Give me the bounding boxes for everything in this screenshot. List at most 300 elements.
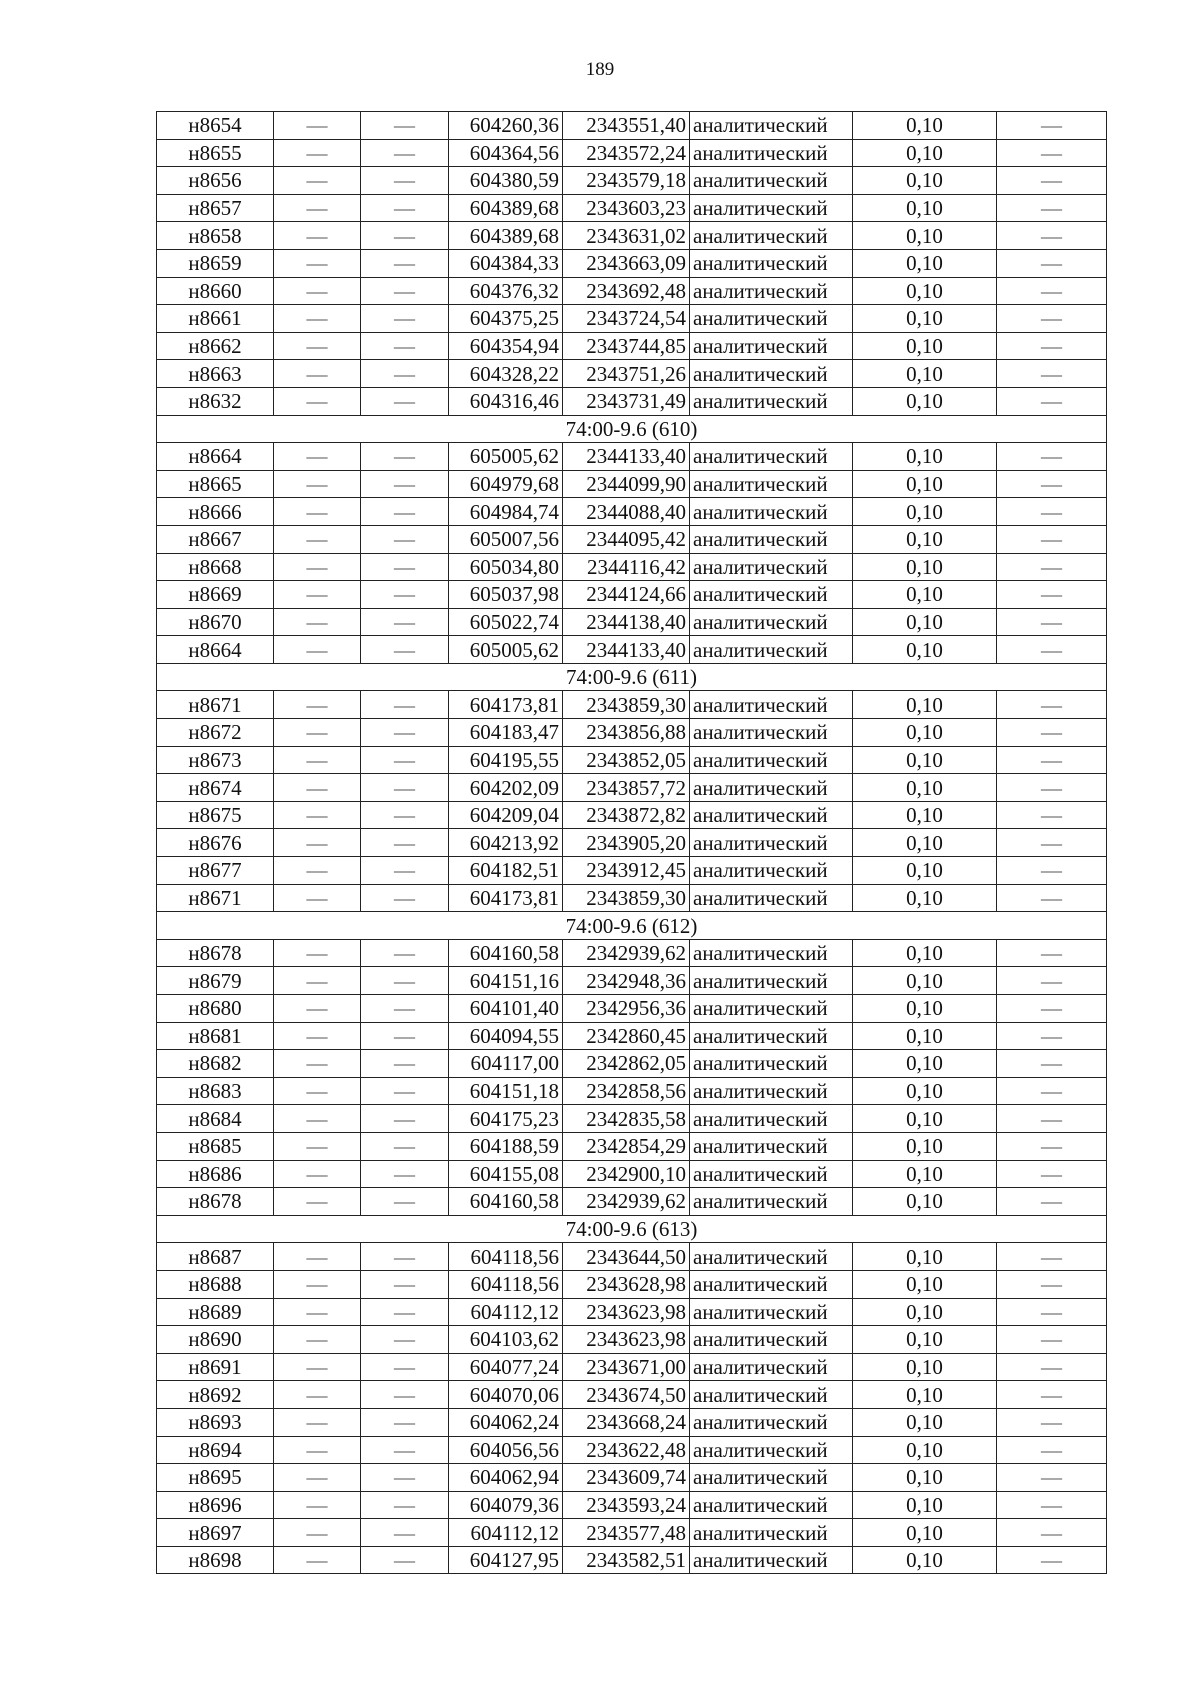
y-coordinate-cell: 2344099,90 xyxy=(563,470,690,498)
point-id-cell: н8696 xyxy=(157,1491,274,1519)
description-cell: — xyxy=(997,1077,1107,1105)
description-cell: — xyxy=(997,829,1107,857)
table-row xyxy=(157,1105,1107,1133)
y-coordinate-cell: 2343905,20 xyxy=(563,829,690,857)
table-row xyxy=(157,277,1107,305)
point-id-cell: н8681 xyxy=(157,1022,274,1050)
old-y-cell: — xyxy=(361,608,449,636)
old-x-cell: — xyxy=(274,139,361,167)
point-id-cell: н8674 xyxy=(157,774,274,802)
method-cell: аналитический xyxy=(690,829,853,857)
old-x-cell: — xyxy=(274,470,361,498)
description-cell: — xyxy=(997,1022,1107,1050)
x-coordinate-cell: 604118,56 xyxy=(449,1243,563,1271)
old-y-cell: — xyxy=(361,995,449,1023)
y-coordinate-cell: 2343628,98 xyxy=(563,1270,690,1298)
table-row xyxy=(157,857,1107,885)
table-row xyxy=(157,581,1107,609)
point-id-cell: н8663 xyxy=(157,360,274,388)
old-y-cell: — xyxy=(361,222,449,250)
old-x-cell: — xyxy=(274,995,361,1023)
old-y-cell: — xyxy=(361,1105,449,1133)
section-header-row xyxy=(157,912,1107,940)
point-id-cell: н8654 xyxy=(157,112,274,140)
old-x-cell: — xyxy=(274,857,361,885)
x-coordinate-cell: 605005,62 xyxy=(449,443,563,471)
description-cell: — xyxy=(997,139,1107,167)
method-cell: аналитический xyxy=(690,746,853,774)
description-cell: — xyxy=(997,1464,1107,1492)
x-coordinate-cell: 604979,68 xyxy=(449,470,563,498)
description-cell: — xyxy=(997,1519,1107,1547)
accuracy-cell: 0,10 xyxy=(853,1188,997,1216)
description-cell: — xyxy=(997,608,1107,636)
point-id-cell: н8673 xyxy=(157,746,274,774)
description-cell: — xyxy=(997,525,1107,553)
x-coordinate-cell: 604389,68 xyxy=(449,222,563,250)
point-id-cell: н8671 xyxy=(157,691,274,719)
x-coordinate-cell: 604375,25 xyxy=(449,305,563,333)
point-id-cell: н8684 xyxy=(157,1105,274,1133)
description-cell: — xyxy=(997,884,1107,912)
x-coordinate-cell: 604062,24 xyxy=(449,1408,563,1436)
method-cell: аналитический xyxy=(690,1546,853,1574)
old-x-cell: — xyxy=(274,1408,361,1436)
y-coordinate-cell: 2342956,36 xyxy=(563,995,690,1023)
y-coordinate-cell: 2344116,42 xyxy=(563,553,690,581)
x-coordinate-cell: 604151,18 xyxy=(449,1077,563,1105)
point-id-cell: н8662 xyxy=(157,332,274,360)
accuracy-cell: 0,10 xyxy=(853,1077,997,1105)
old-x-cell: — xyxy=(274,443,361,471)
point-id-cell: н8657 xyxy=(157,194,274,222)
point-id-cell: н8661 xyxy=(157,305,274,333)
table-row xyxy=(157,636,1107,664)
table-row xyxy=(157,691,1107,719)
section-title: 74:00-9.6 (610) xyxy=(157,415,1107,443)
old-y-cell: — xyxy=(361,1353,449,1381)
point-id-cell: н8655 xyxy=(157,139,274,167)
accuracy-cell: 0,10 xyxy=(853,995,997,1023)
y-coordinate-cell: 2343551,40 xyxy=(563,112,690,140)
description-cell: — xyxy=(997,1381,1107,1409)
y-coordinate-cell: 2342835,58 xyxy=(563,1105,690,1133)
description-cell: — xyxy=(997,939,1107,967)
x-coordinate-cell: 604316,46 xyxy=(449,387,563,415)
accuracy-cell: 0,10 xyxy=(853,470,997,498)
old-x-cell: — xyxy=(274,222,361,250)
y-coordinate-cell: 2343856,88 xyxy=(563,719,690,747)
x-coordinate-cell: 604188,59 xyxy=(449,1132,563,1160)
method-cell: аналитический xyxy=(690,1298,853,1326)
old-y-cell: — xyxy=(361,332,449,360)
accuracy-cell: 0,10 xyxy=(853,194,997,222)
description-cell: — xyxy=(997,112,1107,140)
description-cell: — xyxy=(997,801,1107,829)
accuracy-cell: 0,10 xyxy=(853,1243,997,1271)
old-x-cell: — xyxy=(274,249,361,277)
y-coordinate-cell: 2342858,56 xyxy=(563,1077,690,1105)
old-y-cell: — xyxy=(361,277,449,305)
point-id-cell: н8664 xyxy=(157,443,274,471)
x-coordinate-cell: 604127,95 xyxy=(449,1546,563,1574)
table-row xyxy=(157,1270,1107,1298)
description-cell: — xyxy=(997,1326,1107,1354)
table-row xyxy=(157,305,1107,333)
old-x-cell: — xyxy=(274,884,361,912)
old-x-cell: — xyxy=(274,1491,361,1519)
section-header-row xyxy=(157,663,1107,691)
old-y-cell: — xyxy=(361,249,449,277)
description-cell: — xyxy=(997,1408,1107,1436)
description-cell: — xyxy=(997,857,1107,885)
x-coordinate-cell: 604173,81 xyxy=(449,884,563,912)
x-coordinate-cell: 604094,55 xyxy=(449,1022,563,1050)
accuracy-cell: 0,10 xyxy=(853,581,997,609)
old-y-cell: — xyxy=(361,1160,449,1188)
accuracy-cell: 0,10 xyxy=(853,746,997,774)
accuracy-cell: 0,10 xyxy=(853,1326,997,1354)
method-cell: аналитический xyxy=(690,277,853,305)
old-y-cell: — xyxy=(361,194,449,222)
old-y-cell: — xyxy=(361,112,449,140)
method-cell: аналитический xyxy=(690,774,853,802)
y-coordinate-cell: 2343674,50 xyxy=(563,1381,690,1409)
y-coordinate-cell: 2342854,29 xyxy=(563,1132,690,1160)
table-row xyxy=(157,1436,1107,1464)
y-coordinate-cell: 2342862,05 xyxy=(563,1050,690,1078)
point-id-cell: н8669 xyxy=(157,581,274,609)
y-coordinate-cell: 2343751,26 xyxy=(563,360,690,388)
accuracy-cell: 0,10 xyxy=(853,1132,997,1160)
x-coordinate-cell: 604202,09 xyxy=(449,774,563,802)
y-coordinate-cell: 2343859,30 xyxy=(563,884,690,912)
old-x-cell: — xyxy=(274,1105,361,1133)
accuracy-cell: 0,10 xyxy=(853,801,997,829)
description-cell: — xyxy=(997,967,1107,995)
point-id-cell: н8682 xyxy=(157,1050,274,1078)
old-x-cell: — xyxy=(274,553,361,581)
x-coordinate-cell: 604112,12 xyxy=(449,1298,563,1326)
x-coordinate-cell: 604103,62 xyxy=(449,1326,563,1354)
accuracy-cell: 0,10 xyxy=(853,222,997,250)
method-cell: аналитический xyxy=(690,167,853,195)
table-row xyxy=(157,1050,1107,1078)
method-cell: аналитический xyxy=(690,305,853,333)
method-cell: аналитический xyxy=(690,1050,853,1078)
y-coordinate-cell: 2344138,40 xyxy=(563,608,690,636)
x-coordinate-cell: 604118,56 xyxy=(449,1270,563,1298)
x-coordinate-cell: 605005,62 xyxy=(449,636,563,664)
x-coordinate-cell: 604160,58 xyxy=(449,1188,563,1216)
table-row xyxy=(157,1546,1107,1574)
table-row xyxy=(157,995,1107,1023)
table-row xyxy=(157,1464,1107,1492)
point-id-cell: н8659 xyxy=(157,249,274,277)
x-coordinate-cell: 604384,33 xyxy=(449,249,563,277)
accuracy-cell: 0,10 xyxy=(853,525,997,553)
accuracy-cell: 0,10 xyxy=(853,857,997,885)
accuracy-cell: 0,10 xyxy=(853,1022,997,1050)
old-y-cell: — xyxy=(361,719,449,747)
method-cell: аналитический xyxy=(690,801,853,829)
method-cell: аналитический xyxy=(690,995,853,1023)
description-cell: — xyxy=(997,691,1107,719)
point-id-cell: н8632 xyxy=(157,387,274,415)
old-y-cell: — xyxy=(361,443,449,471)
point-id-cell: н8670 xyxy=(157,608,274,636)
description-cell: — xyxy=(997,277,1107,305)
point-id-cell: н8675 xyxy=(157,801,274,829)
table-row xyxy=(157,525,1107,553)
point-id-cell: н8668 xyxy=(157,553,274,581)
accuracy-cell: 0,10 xyxy=(853,139,997,167)
point-id-cell: н8695 xyxy=(157,1464,274,1492)
point-id-cell: н8691 xyxy=(157,1353,274,1381)
accuracy-cell: 0,10 xyxy=(853,1436,997,1464)
x-coordinate-cell: 604160,58 xyxy=(449,939,563,967)
accuracy-cell: 0,10 xyxy=(853,360,997,388)
old-y-cell: — xyxy=(361,305,449,333)
old-x-cell: — xyxy=(274,829,361,857)
y-coordinate-cell: 2343852,05 xyxy=(563,746,690,774)
point-id-cell: н8685 xyxy=(157,1132,274,1160)
y-coordinate-cell: 2343668,24 xyxy=(563,1408,690,1436)
table-row xyxy=(157,332,1107,360)
table-row xyxy=(157,470,1107,498)
old-y-cell: — xyxy=(361,581,449,609)
table-row xyxy=(157,1188,1107,1216)
accuracy-cell: 0,10 xyxy=(853,608,997,636)
method-cell: аналитический xyxy=(690,1188,853,1216)
accuracy-cell: 0,10 xyxy=(853,553,997,581)
method-cell: аналитический xyxy=(690,857,853,885)
y-coordinate-cell: 2343692,48 xyxy=(563,277,690,305)
y-coordinate-cell: 2344088,40 xyxy=(563,498,690,526)
x-coordinate-cell: 604151,16 xyxy=(449,967,563,995)
section-title: 74:00-9.6 (613) xyxy=(157,1215,1107,1243)
point-id-cell: н8697 xyxy=(157,1519,274,1547)
point-id-cell: н8676 xyxy=(157,829,274,857)
point-id-cell: н8680 xyxy=(157,995,274,1023)
x-coordinate-cell: 604079,36 xyxy=(449,1491,563,1519)
y-coordinate-cell: 2342939,62 xyxy=(563,1188,690,1216)
description-cell: — xyxy=(997,1491,1107,1519)
old-y-cell: — xyxy=(361,857,449,885)
method-cell: аналитический xyxy=(690,967,853,995)
accuracy-cell: 0,10 xyxy=(853,939,997,967)
accuracy-cell: 0,10 xyxy=(853,1491,997,1519)
old-y-cell: — xyxy=(361,1546,449,1574)
method-cell: аналитический xyxy=(690,939,853,967)
y-coordinate-cell: 2344133,40 xyxy=(563,443,690,471)
method-cell: аналитический xyxy=(690,884,853,912)
x-coordinate-cell: 605022,74 xyxy=(449,608,563,636)
accuracy-cell: 0,10 xyxy=(853,774,997,802)
method-cell: аналитический xyxy=(690,360,853,388)
y-coordinate-cell: 2344124,66 xyxy=(563,581,690,609)
accuracy-cell: 0,10 xyxy=(853,1353,997,1381)
accuracy-cell: 0,10 xyxy=(853,1270,997,1298)
table-row xyxy=(157,1353,1107,1381)
old-x-cell: — xyxy=(274,1077,361,1105)
y-coordinate-cell: 2343724,54 xyxy=(563,305,690,333)
old-y-cell: — xyxy=(361,498,449,526)
method-cell: аналитический xyxy=(690,443,853,471)
method-cell: аналитический xyxy=(690,332,853,360)
old-x-cell: — xyxy=(274,387,361,415)
method-cell: аналитический xyxy=(690,1160,853,1188)
table-row xyxy=(157,1408,1107,1436)
accuracy-cell: 0,10 xyxy=(853,1160,997,1188)
y-coordinate-cell: 2343577,48 xyxy=(563,1519,690,1547)
accuracy-cell: 0,10 xyxy=(853,719,997,747)
old-x-cell: — xyxy=(274,332,361,360)
x-coordinate-cell: 604070,06 xyxy=(449,1381,563,1409)
accuracy-cell: 0,10 xyxy=(853,387,997,415)
old-x-cell: — xyxy=(274,636,361,664)
table-row xyxy=(157,1298,1107,1326)
point-id-cell: н8678 xyxy=(157,939,274,967)
point-id-cell: н8688 xyxy=(157,1270,274,1298)
old-y-cell: — xyxy=(361,801,449,829)
x-coordinate-cell: 604155,08 xyxy=(449,1160,563,1188)
point-id-cell: н8671 xyxy=(157,884,274,912)
point-id-cell: н8677 xyxy=(157,857,274,885)
accuracy-cell: 0,10 xyxy=(853,1408,997,1436)
description-cell: — xyxy=(997,1160,1107,1188)
x-coordinate-cell: 604077,24 xyxy=(449,1353,563,1381)
table-row xyxy=(157,498,1107,526)
point-id-cell: н8692 xyxy=(157,1381,274,1409)
method-cell: аналитический xyxy=(690,691,853,719)
table-row xyxy=(157,1491,1107,1519)
y-coordinate-cell: 2343572,24 xyxy=(563,139,690,167)
table-row xyxy=(157,553,1107,581)
accuracy-cell: 0,10 xyxy=(853,443,997,471)
accuracy-cell: 0,10 xyxy=(853,1519,997,1547)
method-cell: аналитический xyxy=(690,581,853,609)
description-cell: — xyxy=(997,1050,1107,1078)
description-cell: — xyxy=(997,305,1107,333)
old-x-cell: — xyxy=(274,608,361,636)
x-coordinate-cell: 605037,98 xyxy=(449,581,563,609)
y-coordinate-cell: 2343609,74 xyxy=(563,1464,690,1492)
old-x-cell: — xyxy=(274,1326,361,1354)
y-coordinate-cell: 2343579,18 xyxy=(563,167,690,195)
old-y-cell: — xyxy=(361,139,449,167)
description-cell: — xyxy=(997,1546,1107,1574)
old-x-cell: — xyxy=(274,1298,361,1326)
description-cell: — xyxy=(997,470,1107,498)
method-cell: аналитический xyxy=(690,608,853,636)
table-row xyxy=(157,249,1107,277)
method-cell: аналитический xyxy=(690,222,853,250)
old-x-cell: — xyxy=(274,1243,361,1271)
method-cell: аналитический xyxy=(690,1381,853,1409)
x-coordinate-cell: 605034,80 xyxy=(449,553,563,581)
table-row xyxy=(157,1160,1107,1188)
old-x-cell: — xyxy=(274,1519,361,1547)
description-cell: — xyxy=(997,332,1107,360)
x-coordinate-cell: 604175,23 xyxy=(449,1105,563,1133)
old-y-cell: — xyxy=(361,1050,449,1078)
table-row xyxy=(157,1381,1107,1409)
table-row xyxy=(157,774,1107,802)
y-coordinate-cell: 2343744,85 xyxy=(563,332,690,360)
old-y-cell: — xyxy=(361,691,449,719)
table-row xyxy=(157,222,1107,250)
accuracy-cell: 0,10 xyxy=(853,636,997,664)
old-y-cell: — xyxy=(361,774,449,802)
description-cell: — xyxy=(997,581,1107,609)
x-coordinate-cell: 604354,94 xyxy=(449,332,563,360)
old-x-cell: — xyxy=(274,774,361,802)
old-y-cell: — xyxy=(361,167,449,195)
accuracy-cell: 0,10 xyxy=(853,1105,997,1133)
y-coordinate-cell: 2343857,72 xyxy=(563,774,690,802)
y-coordinate-cell: 2343859,30 xyxy=(563,691,690,719)
x-coordinate-cell: 604364,56 xyxy=(449,139,563,167)
table-row xyxy=(157,139,1107,167)
table-row xyxy=(157,387,1107,415)
y-coordinate-cell: 2343623,98 xyxy=(563,1298,690,1326)
description-cell: — xyxy=(997,746,1107,774)
y-coordinate-cell: 2342948,36 xyxy=(563,967,690,995)
method-cell: аналитический xyxy=(690,194,853,222)
x-coordinate-cell: 604173,81 xyxy=(449,691,563,719)
point-id-cell: н8698 xyxy=(157,1546,274,1574)
description-cell: — xyxy=(997,222,1107,250)
method-cell: аналитический xyxy=(690,525,853,553)
method-cell: аналитический xyxy=(690,1132,853,1160)
table-row xyxy=(157,1132,1107,1160)
old-x-cell: — xyxy=(274,1160,361,1188)
x-coordinate-cell: 604389,68 xyxy=(449,194,563,222)
x-coordinate-cell: 604182,51 xyxy=(449,857,563,885)
accuracy-cell: 0,10 xyxy=(853,167,997,195)
y-coordinate-cell: 2343912,45 xyxy=(563,857,690,885)
description-cell: — xyxy=(997,1243,1107,1271)
old-y-cell: — xyxy=(361,360,449,388)
old-x-cell: — xyxy=(274,1546,361,1574)
accuracy-cell: 0,10 xyxy=(853,829,997,857)
point-id-cell: н8689 xyxy=(157,1298,274,1326)
x-coordinate-cell: 604984,74 xyxy=(449,498,563,526)
x-coordinate-cell: 604213,92 xyxy=(449,829,563,857)
old-x-cell: — xyxy=(274,1353,361,1381)
description-cell: — xyxy=(997,553,1107,581)
y-coordinate-cell: 2343631,02 xyxy=(563,222,690,250)
table-row xyxy=(157,719,1107,747)
table-row xyxy=(157,443,1107,471)
old-x-cell: — xyxy=(274,1132,361,1160)
x-coordinate-cell: 604260,36 xyxy=(449,112,563,140)
point-id-cell: н8672 xyxy=(157,719,274,747)
old-y-cell: — xyxy=(361,553,449,581)
method-cell: аналитический xyxy=(690,1491,853,1519)
x-coordinate-cell: 604209,04 xyxy=(449,801,563,829)
description-cell: — xyxy=(997,1270,1107,1298)
y-coordinate-cell: 2344133,40 xyxy=(563,636,690,664)
point-id-cell: н8658 xyxy=(157,222,274,250)
y-coordinate-cell: 2343644,50 xyxy=(563,1243,690,1271)
table-row xyxy=(157,967,1107,995)
method-cell: аналитический xyxy=(690,636,853,664)
x-coordinate-cell: 604101,40 xyxy=(449,995,563,1023)
section-header-row xyxy=(157,1215,1107,1243)
old-x-cell: — xyxy=(274,305,361,333)
